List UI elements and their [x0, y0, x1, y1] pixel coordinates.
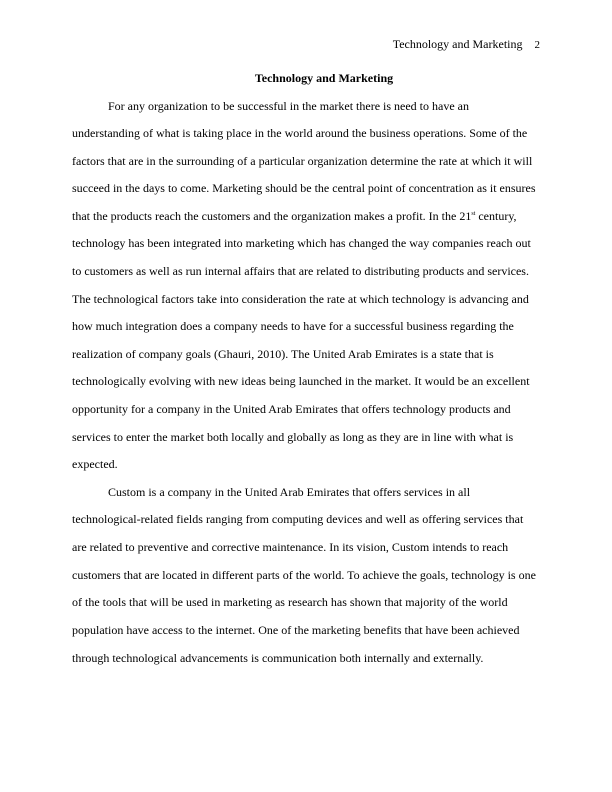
paragraph-2-line: through technological advancements is communication both internally and externally.: [72, 651, 484, 665]
paragraph-2-line: are related to preventive and corrective maintenance. In its vision, Custom intends to reach: [72, 540, 509, 554]
paragraph-2-line: population have access to the internet. One of the marketing benefits that have been achieved: [72, 623, 520, 637]
ordinal-superscript: st: [471, 211, 476, 217]
paragraph-2-line: Custom is a company in the United Arab Emirates that offers services in all: [108, 485, 471, 499]
paragraph-1-line: expected.: [72, 457, 118, 471]
paragraph-1-line: technologically evolving with new ideas being launched in the market. It would be an excellent: [72, 374, 530, 388]
paragraph-1-line: technology has been integrated into marketing which has changed the way companies reach out: [72, 236, 531, 250]
paragraph-2-line: customers that are located in different parts of the world. To achieve the goals, technology is one: [72, 568, 536, 582]
paragraph-1-line: how much integration does a company needs to have for a successful business regarding the: [72, 319, 514, 333]
paragraph-1-line: to customers as well as run internal affairs that are related to distributing products and services.: [72, 264, 529, 278]
paragraph-2-line: technological-related fields ranging from computing devices and well as offering services that: [72, 512, 524, 526]
paragraph-1-line: factors that are in the surrounding of a particular organization determine the rate at which it will: [72, 154, 533, 168]
paragraph-1-line: succeed in the days to come. Marketing should be the central point of concentration as it ensures: [72, 181, 536, 195]
paragraph-2-line: of the tools that will be used in marketing as research has shown that majority of the world: [72, 595, 508, 609]
paragraph-1-line: The technological factors take into consideration the rate at which technology is advancing and: [72, 292, 529, 306]
paragraph-1-line: For any organization to be successful in the market there is need to have an: [108, 99, 469, 113]
paragraph-1-line-tail: century,: [475, 209, 517, 223]
page-number: 2: [534, 39, 540, 51]
paragraph-1-line: opportunity for a company in the United Arab Emirates that offers technology products and: [72, 402, 511, 416]
paragraph-1-line: services to enter the market both locally and globally as long as they are in line with what is: [72, 430, 514, 444]
paragraph-1-line-text: that the products reach the customers and the organization makes a profit. In the 21: [72, 209, 472, 223]
running-header: [393, 37, 540, 52]
paragraph-1-line: [72, 209, 517, 223]
document-title: Technology and Marketing: [254, 71, 394, 85]
paragraph-1-line: realization of company goals (Ghauri, 2010). The United Arab Emirates is a state that is: [72, 347, 494, 361]
running-title: Technology and Marketing: [392, 37, 523, 51]
paragraph-1-line: understanding of what is taking place in the world around the business operations. Some of the: [72, 126, 528, 140]
